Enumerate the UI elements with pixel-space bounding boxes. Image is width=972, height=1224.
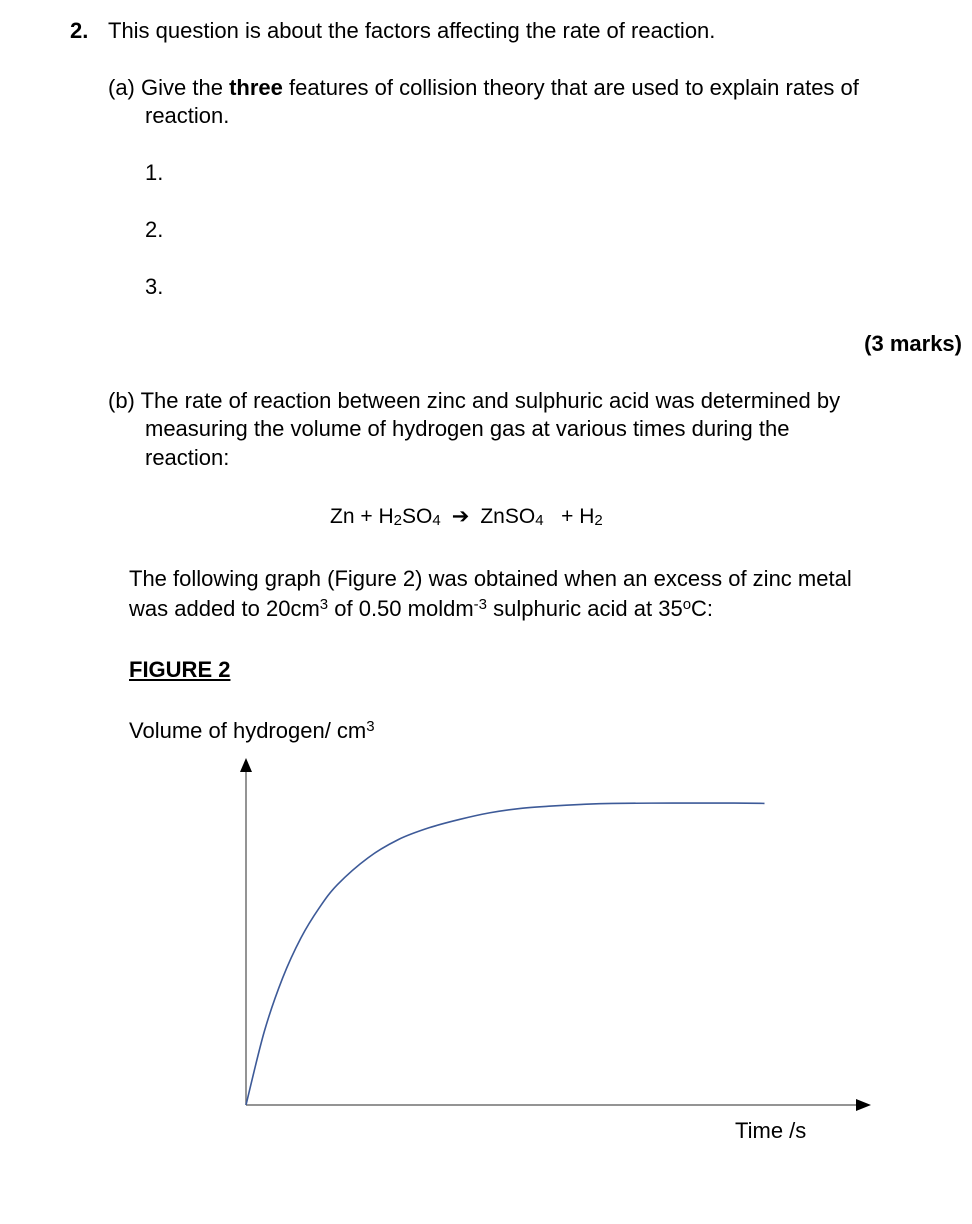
eq-h2so4: H2SO4	[378, 505, 441, 529]
eq-arrow-icon: ➔	[451, 505, 470, 528]
eq-h2: H2	[579, 505, 603, 529]
graph-intro-line-2: was added to $20cm^3$ of 0.50 moldm$^{-3}$ sulphuric acid at 35$^o$C:	[129, 596, 714, 621]
question-stem: This question is about the factors affecting the rate of reaction.	[108, 18, 716, 43]
x-axis-arrowhead	[856, 1099, 871, 1111]
y-axis-label: Volume of hydrogen/ $cm^3$	[129, 718, 375, 743]
answer-line-2: 2.	[145, 217, 164, 242]
y-axis-arrowhead	[240, 758, 252, 772]
figure-label: FIGURE 2	[129, 657, 231, 682]
graph-intro-line-1: The following graph (Figure 2) was obtained when an excess of zinc metal	[129, 566, 852, 591]
part-a-text-before: Give the	[141, 75, 223, 100]
part-b-label: (b)	[108, 388, 135, 413]
answer-line-1: 1.	[145, 160, 164, 185]
x-axis-label: Time /s	[735, 1118, 807, 1143]
eq-plus-2: +	[561, 505, 574, 528]
eq-plus-1: +	[360, 505, 373, 528]
part-b-line-3: reaction:	[145, 445, 230, 470]
part-b-text-1: The rate of reaction between zinc and sulphuric acid was determined by	[140, 388, 841, 413]
eq-znso4: ZnSO4	[480, 505, 544, 529]
answer-line-3: 3.	[145, 274, 164, 299]
part-a-line-2: reaction.	[145, 103, 230, 128]
eq-zn: Zn	[330, 505, 355, 528]
question-number: 2.	[70, 18, 89, 43]
part-a-label: (a)	[108, 75, 135, 100]
part-b-line-2: measuring the volume of hydrogen gas at various times during the	[145, 416, 790, 441]
part-a-marks: (3 marks)	[864, 331, 962, 356]
part-a-text-after: features of collision theory that are used to explain rates of	[289, 75, 859, 100]
part-a-bold-three: three	[229, 75, 283, 100]
hydrogen-volume-curve	[246, 803, 765, 1105]
